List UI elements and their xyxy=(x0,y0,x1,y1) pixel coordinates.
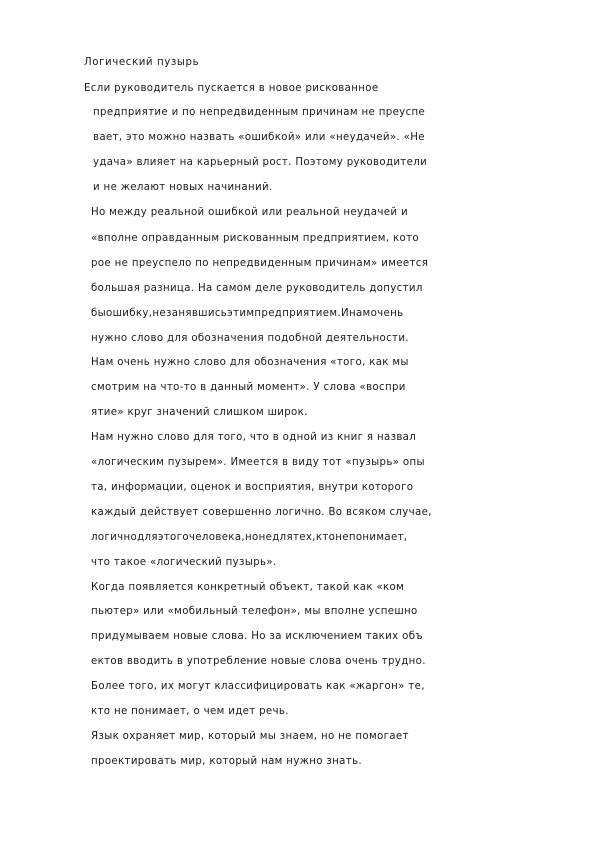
text-line: логичнодляэтогочеловека,нонедлятех,ктонепонимает, xyxy=(91,532,408,543)
text-line: проектировать мир, который нам нужно знать. xyxy=(91,756,363,767)
text-line: каждый действует совершенно логично. Во всяком случае, xyxy=(91,507,432,518)
text-line: придумываем новые слова. Но за исключением таких объ xyxy=(91,631,423,642)
text-line: Нам нужно слово для того, что в одной из книг я назвал xyxy=(91,432,417,443)
text-line: рое не преуспело по непредвиденным причинам» имеется xyxy=(91,258,429,269)
text-line: Язык охраняет мир, который мы знаем, но не помогает xyxy=(91,731,409,742)
text-line: смотрим на что-то в данный момент». У слова «воспри xyxy=(91,382,406,393)
text-line: нужно слово для обозначения подобной деятельности. xyxy=(91,333,409,344)
text-line: и не желают новых начинаний. xyxy=(93,182,273,193)
text-line: Но между реальной ошибкой или реальной неудачей и xyxy=(91,207,408,218)
text-line: «вполне оправданным рискованным предприятием, кото xyxy=(91,233,419,244)
text-line: Более того, их могут классифицировать как «жаргон» те, xyxy=(91,681,425,692)
text-line: что такое «логический пузырь». xyxy=(91,557,277,568)
text-line: Нам очень нужно слово для обозначения «того, как мы xyxy=(91,357,409,368)
text-line: «логическим пузырем». Имеется в виду тот «пузырь» опы xyxy=(91,457,425,468)
text-line: вает, это можно назвать «ошибкой» или «неудачей». «Не xyxy=(93,132,425,143)
document-title: Логический пузырь xyxy=(84,57,200,68)
text-line: большая разница. На самом деле руководитель допустил xyxy=(91,283,423,294)
text-line: кто не понимает, о чем идет речь. xyxy=(91,706,289,717)
text-line: ятие» круг значений слишком широк. xyxy=(91,407,308,418)
text-line: та, информации, оценок и восприятия, внутри которого xyxy=(91,482,414,493)
text-line: быошибку,незанявшисьэтимпредприятием.Инамочень xyxy=(91,308,404,319)
text-line: Если руководитель пускается в новое рискованное xyxy=(84,83,379,94)
text-line: Когда появляется конкретный объект, такой как «ком xyxy=(91,582,405,593)
text-line: ектов вводить в употребление новые слова очень трудно. xyxy=(91,656,426,667)
text-line: удача» влияет на карьерный рост. Поэтому руководители xyxy=(93,157,428,168)
text-line: предприятие и по непредвиденным причинам не преуспе xyxy=(93,107,426,118)
text-line: пьютер» или «мобильный телефон», мы вполне успешно xyxy=(91,606,418,617)
